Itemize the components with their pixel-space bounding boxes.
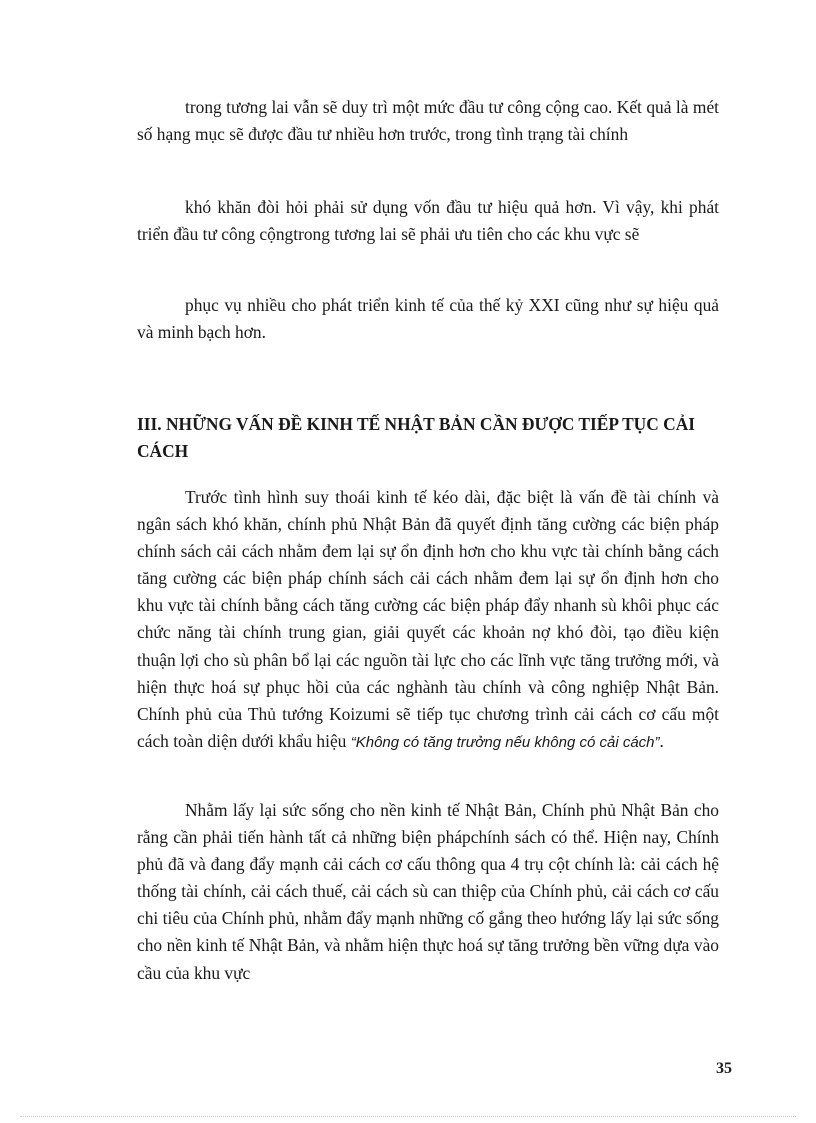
paragraph-text: khó khăn đòi hỏi phải sử dụng vốn đầu tư hiệu quả hơn. Vì vậy, khi phát triển đầu tư công cộngtrong tương lai sẽ phải ưu tiên cho các khu vực sẽ bbox=[137, 197, 719, 244]
page-bottom-divider bbox=[20, 1116, 796, 1117]
paragraph-public-investment bbox=[137, 94, 719, 147]
paragraph-investment-efficiency bbox=[137, 194, 719, 247]
paragraph-financial-reform bbox=[137, 484, 719, 756]
paragraph-text: phục vụ nhiều cho phát triển kinh tế của thế kỷ XXI cũng như sự hiệu quả và minh bạch hơn. bbox=[137, 295, 719, 342]
section-heading: III. NHỮNG VẤN ĐỀ KINH TẾ NHẬT BẢN CẦN ĐƯỢC TIẾP TỤC CẢI CÁCH bbox=[137, 414, 696, 461]
paragraph-21st-century bbox=[137, 292, 719, 345]
slogan-quote: “Không có tăng trưởng nếu không có cải cách” bbox=[350, 733, 660, 751]
paragraph-text: trong tương lai vẫn sẽ duy trì một mức đầu tư công cộng cao. Kết quả là mét số hạng mục sẽ được đầu tư nhiều hơn trước, trong tình trạng tài chính bbox=[137, 97, 719, 144]
paragraph-text: Nhằm lấy lại sức sống cho nền kinh tế Nhật Bản, Chính phủ Nhật Bản cho rằng cần phải tiến hành tất cả những biện phápchính sách có thể. Hiện nay, Chính phủ đã và đang đẩy mạnh cải cách cơ cấu thông qua 4 trụ cột chính là: cải cách hệ thống tài chính, cải cách thuế, cải cách sù can thiệp của Chính phủ, cải cách cơ cấu chi tiêu của Chính phủ, nhằm đẩy mạnh những cố gắng theo hướng lấy lại sức sống cho nền kinh tế Nhật Bản, và nhằm hiện thực hoá sự tăng trưởng bền vững dựa vào cầu của khu vực bbox=[137, 800, 719, 983]
page-number: 35 bbox=[716, 1060, 732, 1077]
paragraph-structural-reform bbox=[137, 797, 719, 987]
paragraph-text: Trước tình hình suy thoái kinh tế kéo dài, đặc biệt là vấn đề tài chính và ngân sách khó khăn, chính phủ Nhật Bản đã quyết định tăng cường các biện pháp chính sách cải cách nhằm đem lại sự ổn định hơn cho khu vực tài chính bằng cách tăng cường các biện pháp chính sách cải cách nhằm đem lại sự ổn định hơn cho khu vực tài chính bằng cách tăng cường các biện pháp đẩy nhanh sù khôi phục các chức năng tài chính trung gian, giải quyết các khoản nợ khó đòi, tạo điều kiện thuận lợi cho sù phân bổ lại các nguồn tài lực cho các lĩnh vực tăng trưởng mới, và hiện thực hoá sự phục hồi của các nghành tàu chính và công nghiệp Nhật Bản. Chính phủ của Thủ tướng Koizumi sẽ tiếp tục chương trình cải cách cơ cấu một cách toàn diện dưới khẩu hiệu bbox=[137, 487, 719, 751]
paragraph-end: . bbox=[659, 730, 664, 751]
